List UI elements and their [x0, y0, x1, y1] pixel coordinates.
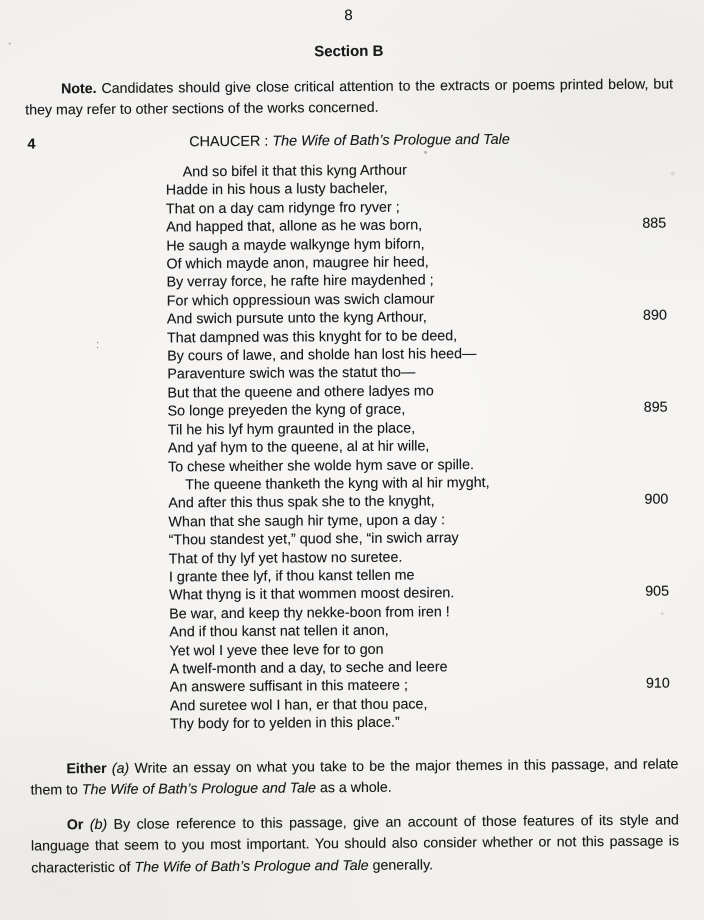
prompt-or-letter: (b): [89, 816, 108, 833]
poem-line-text: But that the queene and othere ladyes mo: [167, 383, 434, 402]
poem-extract: [166, 159, 704, 734]
poem-line-text: And so bifel it that this kyng Arthour: [182, 162, 407, 181]
poem-line-text: Thy body for to yelden in this place.”: [170, 714, 400, 733]
work-title: The Wife of Bath’s Prologue and Tale: [81, 780, 317, 799]
page-number: 8: [344, 6, 353, 25]
prompt-either-label: Either: [66, 760, 107, 777]
poem-line-text: And happed that, allone as he was born,: [166, 217, 423, 236]
poem-line-number: 900: [644, 491, 669, 509]
note-label: Note.: [61, 80, 97, 98]
poem-line-text: That on a day cam ridynge fro ryver ;: [165, 199, 400, 218]
poem-line-text: Paraventure swich was the statut tho—: [167, 364, 416, 383]
work-title: The Wife of Bath’s Prologue and Tale: [134, 857, 369, 876]
poem-line-text: Til he his lyf hym graunted in the place,: [167, 420, 416, 439]
poem-line-text: By verray force, he rafte hire maydenhed ;: [166, 272, 434, 291]
prompt-or-text: By close reference to this passage, give an account of those features of its style and language that seem to you most important. You should also consider whether or not this passage is characteristic of: [30, 812, 680, 877]
poem-line-number: 885: [642, 215, 667, 232]
poem-line-number: 905: [645, 583, 670, 601]
prompt-either-suffix: as a whole.: [319, 779, 392, 797]
poem-line-text: And suretee wol I han, er that thou pace,: [169, 696, 428, 715]
poem-line-text: For which oppressioun was swich clamour: [166, 291, 435, 310]
poem-line-text: That dampned was this knyght for to be deed,: [166, 327, 458, 347]
question-heading: [0, 129, 702, 153]
poem-line-number: 910: [645, 675, 670, 693]
note-text: Candidates should give close critical attention to the extracts or poems printed below, but they may refer to other sections of the works concerned.: [25, 76, 674, 119]
prompt-or-suffix: generally.: [372, 856, 434, 874]
author-name: CHAUCER :: [189, 133, 269, 151]
prompt-either: [30, 754, 678, 802]
poem-line-text: And yaf hym to the queene, al at hir wille,: [167, 438, 430, 457]
poem-line-text: “Thou standest yet,” quod she, “in swich array: [168, 530, 459, 549]
poem-line-text: Of which mayde anon, maugree hir heed,: [166, 254, 429, 273]
scan-speck: [9, 43, 11, 45]
poem-line-number: 895: [643, 399, 668, 416]
prompt-either-text: Write an essay on what you take to be the major themes in this passage, and relate them to: [30, 756, 679, 799]
prompt-or: [31, 810, 679, 880]
poem-line-text: Yet wol I yeve thee leve for to gon: [169, 641, 384, 660]
poem-line-text: So longe preyeden the kyng of grace,: [167, 401, 406, 420]
poem-line-number: 890: [642, 307, 667, 324]
poem-line-text: I grante thee lyf, if thou kanst tellen me: [168, 567, 415, 586]
poem-line-text: A twelf-month and a day, to seche and leere: [169, 659, 448, 678]
section-heading: Section B: [314, 42, 384, 61]
prompt-or-label: Or: [66, 816, 84, 833]
work-title: The Wife of Bath’s Prologue and Tale: [272, 131, 510, 150]
prompt-either-letter: (a): [111, 760, 130, 777]
poem-line-text: Hadde in his hous a lusty bacheler,: [165, 181, 388, 199]
poem-line-text: What thyng is it that wommen moost desiren.: [168, 585, 455, 604]
poem-line-text: And swich pursute unto the kyng Arthour,: [166, 309, 427, 328]
poem-line-text: An answere suffisant in this mateere ;: [169, 677, 408, 696]
poem-line-text: The queene thanketh the kyng with al hir myght,: [185, 474, 490, 494]
poem-line-text: He saugh a mayde walkynge hym biforn,: [166, 236, 425, 255]
scan-artifact-mark: ː: [96, 338, 100, 352]
poem-line-text: Whan that she saugh hir tyme, upon a day :: [168, 511, 446, 531]
question-number: 4: [27, 136, 36, 153]
poem-line-text: By cours of lawe, and sholde han lost his heed—: [167, 346, 477, 365]
poem-line-text: To chese wheither she wolde hym save or spille.: [167, 456, 475, 475]
poem-line-text: And if thou kanst nat tellen it anon,: [169, 622, 389, 641]
poem-line: [170, 711, 704, 734]
poem-line-text: That of thy lyf yet hastow no suretee.: [168, 549, 403, 567]
poem-line-text: Be war, and keep thy nekke-boon from iren !: [169, 603, 450, 623]
note-paragraph: [25, 74, 673, 120]
poem-line-text: And after this thus spak she to the knyght,: [168, 493, 435, 512]
